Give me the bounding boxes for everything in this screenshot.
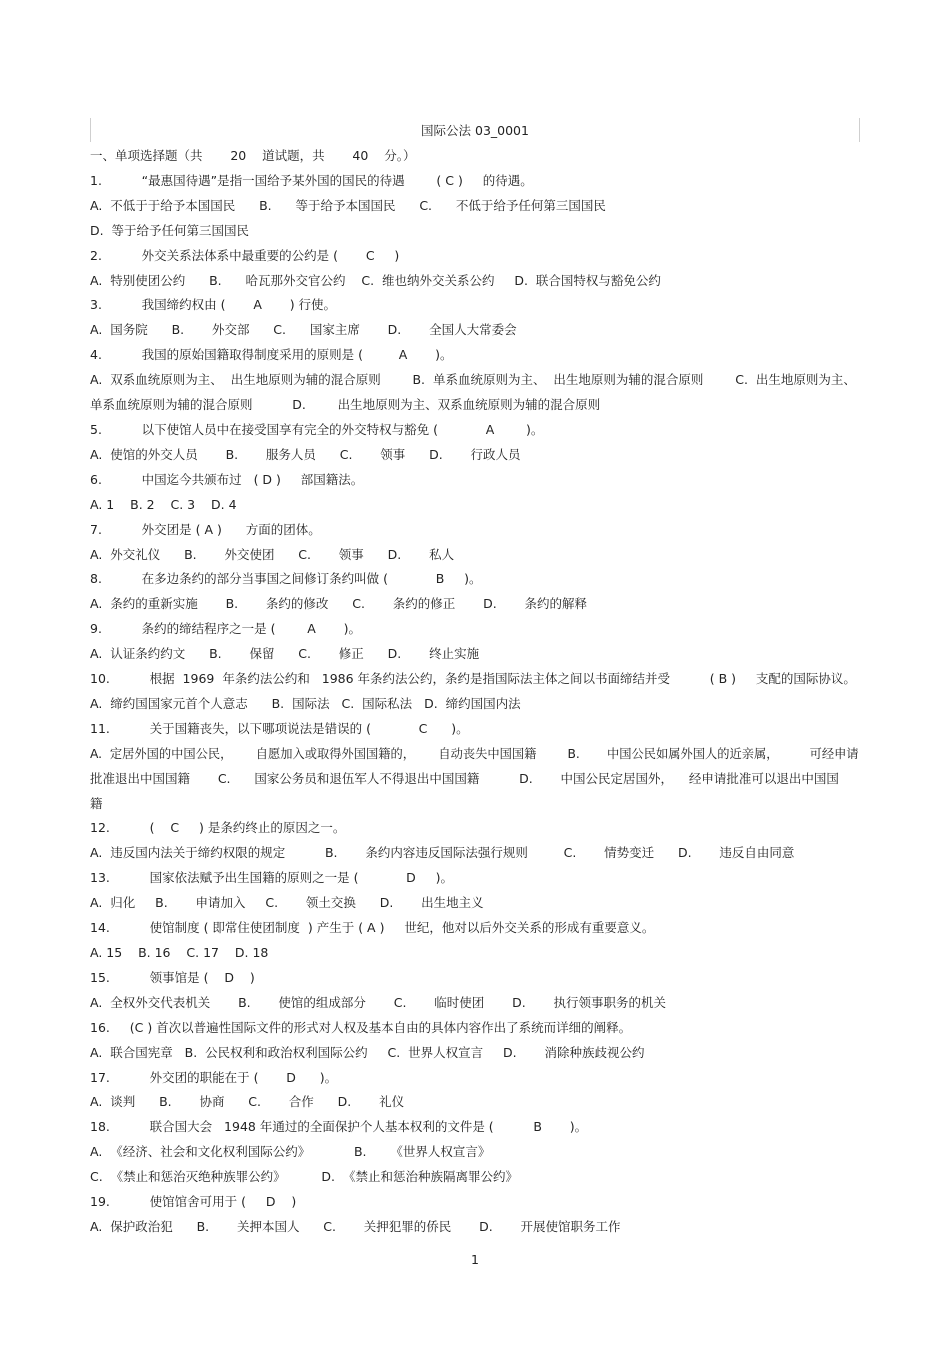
text-line: A. 联合国宪章 B. 公民权利和政治权利国际公约 C. 世界人权宣言 D. 消除种族歧视公约 xyxy=(90,1044,645,1060)
text-line: 14. 使馆制度 ( 即常住使团制度 ) 产生于 ( A ) 世纪，他对以后外交关系的形成有重要意义。 xyxy=(90,920,655,936)
text-line: A. 使馆的外交人员 B. 服务人员 C. 领事 D. 行政人员 xyxy=(90,446,521,462)
text-line: 15. 领事馆是 ( D ) xyxy=(90,969,255,985)
text-line: D. 等于给予任何第三国国民 xyxy=(90,222,250,238)
text-line: A. 双系血统原则为主、 出生地原则为辅的混合原则 B. 单系血统原则为主、 出生地原则为辅的混合原则 C. 出生地原则为主、 xyxy=(90,372,856,388)
text-line: 9. 条约的缔结程序之一是 ( A )。 xyxy=(90,621,362,637)
text-line: A. 15 B. 16 C. 17 D. 18 xyxy=(90,945,269,960)
text-line: A. 违反国内法关于缔约权限的规定 B. 条约内容违反国际法强行规则 C. 情势变迁 D. 违反自由同意 xyxy=(90,845,795,861)
text-line: A. 缔约国国家元首个人意志 B. 国际法 C. 国际私法 D. 缔约国国内法 xyxy=(90,695,521,711)
text-line: A. 外交礼仪 B. 外交使团 C. 领事 D. 私人 xyxy=(90,546,455,562)
text-line: 19. 使馆馆舍可用于 ( D ) xyxy=(90,1194,297,1210)
text-line: 5. 以下使馆人员中在接受国享有完全的外交特权与豁免 ( A )。 xyxy=(90,421,544,437)
text-line: 6. 中国迄今共颁布过 ( D ) 部国籍法。 xyxy=(90,471,364,487)
page-number: 1 xyxy=(471,1252,479,1267)
text-line: A. 特别使团公约 B. 哈瓦那外交官公约 C. 维也纳外交关系公约 D. 联合国特权与豁免公约 xyxy=(90,272,661,288)
document-title: 国际公法 03_0001 xyxy=(421,123,529,138)
text-line: A. 条约的重新实施 B. 条约的修改 C. 条约的修正 D. 条约的解释 xyxy=(90,596,588,612)
text-line: 11. 关于国籍丧失，以下哪项说法是错误的 ( C )。 xyxy=(90,720,469,736)
text-line: A. 谈判 B. 协商 C. 合作 D. 礼仪 xyxy=(90,1094,405,1110)
text-line: 4. 我国的原始国籍取得制度采用的原则是 ( A )。 xyxy=(90,347,453,363)
text-line: A. 1 B. 2 C. 3 D. 4 xyxy=(90,496,237,512)
text-line: C. 《禁止和惩治灭绝种族罪公约》 D. 《禁止和惩治种族隔离罪公约》 xyxy=(90,1169,518,1185)
text-line: A. 全权外交代表机关 B. 使馆的组成部分 C. 临时使团 D. 执行领事职务的机关 xyxy=(90,994,666,1010)
text-line: A. 国务院 B. 外交部 C. 国家主席 D. 全国人大常委会 xyxy=(90,322,517,338)
text-line: 18. 联合国大会 1948 年通过的全面保护个人基本权利的文件是 ( B )。 xyxy=(90,1119,588,1135)
text-line: A. 归化 B. 申请加入 C. 领土交换 D. 出生地主义 xyxy=(90,895,484,911)
text-line: 3. 我国缔约权由 ( A ) 行使。 xyxy=(90,297,337,313)
text-line: A. 保护政治犯 B. 关押本国人 C. 关押犯罪的侨民 D. 开展使馆职务工作 xyxy=(90,1218,621,1234)
text-line: A. 不低于于给予本国国民 B. 等于给予本国国民 C. 不低于给予任何第三国国民 xyxy=(90,197,606,213)
text-line: 10. 根据 1969 年条约法公约和 1986 年条约法公约，条约是指国际法主体之间以书面缔结并受 ( B ) 支配的国际协议。 xyxy=(90,671,856,687)
text-line: 2. 外交关系法体系中最重要的公约是 ( C ) xyxy=(90,247,400,263)
text-line: 批准退出中国国籍 C. 国家公务员和退伍军人不得退出中国国籍 D. 中国公民定居国外， 经申请批准可以退出中国国 xyxy=(90,770,839,786)
text-line: 籍 xyxy=(90,795,103,811)
text-line: 1. “最惠国待遇”是指一国给予某外国的国民的待遇 ( C ) 的待遇。 xyxy=(90,172,533,188)
text-line: 8. 在多边条约的部分当事国之间修订条约叫做 ( B )。 xyxy=(90,571,482,587)
text-line: 7. 外交团是 ( A ) 方面的团体。 xyxy=(90,521,321,537)
text-line: 单系血统原则为辅的混合原则 D. 出生地原则为主、双系血统原则为辅的混合原则 xyxy=(90,397,601,413)
text-line: 一、单项选择题（共 20 道试题，共 40 分。） xyxy=(90,148,416,163)
text-line: A. 定居外国的中国公民， 自愿加入或取得外国国籍的， 自动丧失中国国籍 B. 中国公民如属外国人的近亲属， 可经申请 xyxy=(90,746,859,761)
text-line: A. 《经济、社会和文化权利国际公约》 B. 《世界人权宣言》 xyxy=(90,1144,491,1160)
text-line: 17. 外交团的职能在于 ( D )。 xyxy=(90,1069,338,1085)
text-line: 16. (C ) 首次以普遍性国际文件的形式对人权及基本自由的具体内容作出了系统而详细的阐释。 xyxy=(90,1019,632,1035)
text-line: 13. 国家依法赋予出生国籍的原则之一是 ( D )。 xyxy=(90,870,454,886)
text-line: A. 认证条约约文 B. 保留 C. 修正 D. 终止实施 xyxy=(90,646,480,662)
document-body xyxy=(90,144,860,1240)
text-line: 12. ( C ) 是条约终止的原因之一。 xyxy=(90,820,346,836)
